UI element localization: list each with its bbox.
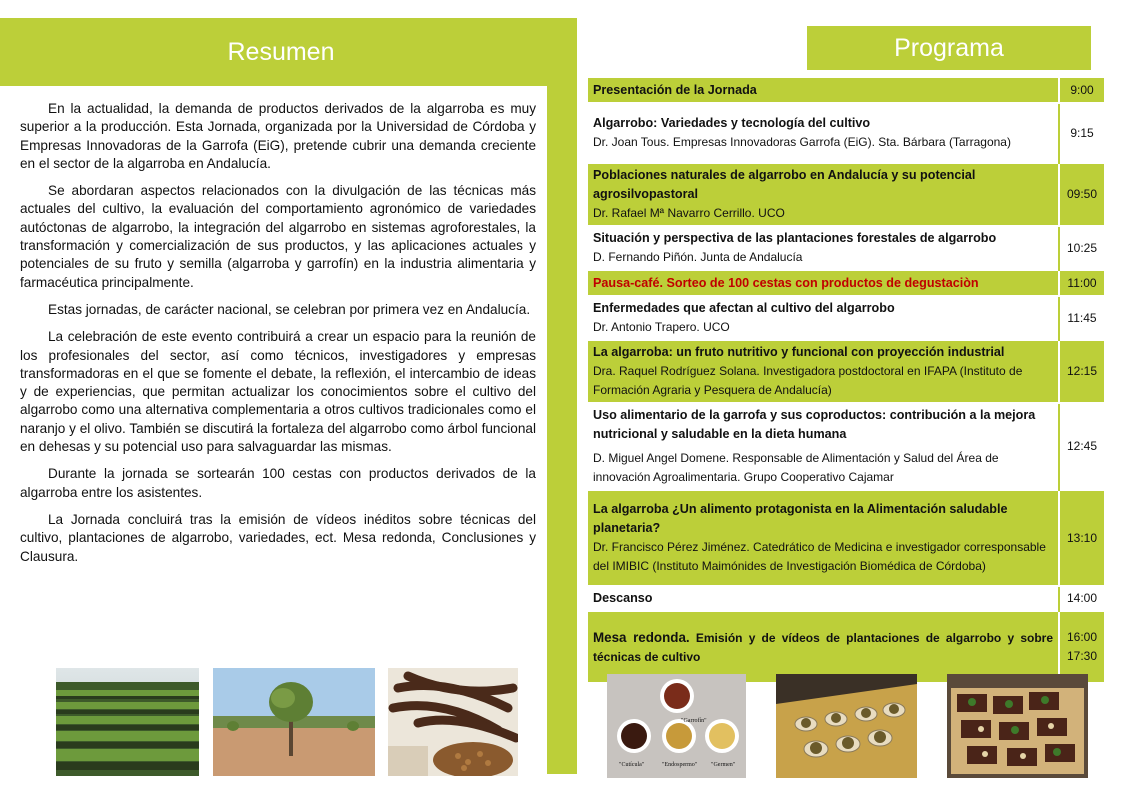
session-title: Algarrobo: Variedades y tecnología del cultivo: [593, 116, 871, 130]
programa-title: Programa: [807, 26, 1091, 70]
session-title: Presentación de la Jornada: [593, 82, 757, 97]
session-title: Mesa redonda.: [593, 629, 690, 645]
session-time: 11:45: [1059, 296, 1105, 340]
photo-seedling-nursery: [56, 668, 199, 776]
label-germen: "Germen": [711, 762, 736, 768]
program-row: [587, 296, 1105, 340]
session-time: 09:50: [1059, 163, 1105, 226]
program-row: [587, 103, 1105, 163]
session-time: 17:30: [1066, 649, 1098, 663]
photo-carob-components: [607, 674, 746, 778]
resumen-paragraph: Durante la jornada se sortearán 100 cestas con productos derivados de la algarroba entre los asistentes.: [20, 466, 536, 500]
resumen-paragraph: La Jornada concluirá tras la emisión de vídeos inéditos sobre técnicas del cultivo, plantaciones de algarrobo, variedades, ect. Mesa redonda, Conclusiones y Clausura.: [20, 511, 536, 564]
session-title: Poblaciones naturales de algarrobo en Andalucía y su potencial agrosilvopastoral: [593, 168, 976, 201]
photo-carob-pods-seeds: [388, 668, 518, 776]
resumen-title: Resumen: [227, 37, 335, 66]
session-speaker: D. Miguel Angel Domene. Responsable de Alimentación y Salud del Área de innovación Agroalimentaria. Grupo Cooperativo Cajamar: [593, 451, 999, 484]
session-speaker: Dra. Raquel Rodríguez Solana. Investigadora postdoctoral en IFAPA (Instituto de Formación Agraria y Pesquera de Andalucía): [593, 364, 1023, 397]
session-time: 12:45: [1059, 403, 1105, 490]
session-speaker: Dr. Antonio Trapero. UCO: [593, 320, 730, 334]
photo-tasting-cups: [776, 674, 917, 778]
session-speaker: D. Fernando Piñón. Junta de Andalucía: [593, 250, 803, 264]
session-speaker: Dr. Francisco Pérez Jiménez. Catedrático de Medicina e investigador corresponsable del IMIBIC (Instituto Maimónides de Investigación Biomédica de Córdoba): [593, 540, 1046, 573]
session-title-rest: Emisión y de vídeos de plantaciones de algarrobo y sobre técnicas de cultivo: [593, 630, 1053, 664]
session-speaker: Dr. Joan Tous. Empresas Innovadoras Garrofa (EiG). Sta. Bárbara (Tarragona): [593, 135, 1011, 149]
program-row: [587, 611, 1105, 683]
label-endospermo: "Endospermo": [662, 762, 698, 768]
program-row: [587, 340, 1105, 403]
session-time: 12:15: [1059, 340, 1105, 403]
session-title: Descanso: [593, 591, 653, 605]
session-title: Uso alimentario de la garrofa y sus coproductos: contribución a la mejora nutricional y saludable en la dieta humana: [593, 408, 1036, 441]
label-garrofin: "Garrofín": [681, 718, 707, 724]
label-cuticula: "Cutícula": [619, 762, 645, 768]
session-time: 14:00: [1059, 586, 1105, 611]
session-time: 9:15: [1059, 103, 1105, 163]
program-row: [587, 163, 1105, 226]
resumen-paragraph: En la actualidad, la demanda de productos derivados de la algarroba es muy superior a la producción. Esta Jornada, organizada por la Universidad de Córdoba y Empresas Innovadoras de la Garrofa (EiG), pretende cubrir una demanda creciente en el sector de la algarroba en Andalucía.: [20, 101, 536, 171]
program-row: [587, 77, 1105, 103]
session-time: 11:00: [1059, 270, 1105, 296]
program-row: [587, 490, 1105, 586]
session-time: 10:25: [1059, 226, 1105, 270]
program-row: [587, 270, 1105, 296]
session-title: Situación y perspectiva de las plantaciones forestales de algarrobo: [593, 231, 997, 245]
session-speaker: Dr. Rafael Mª Navarro Cerrillo. UCO: [593, 206, 785, 220]
session-title: Enfermedades que afectan al cultivo del algarrobo: [593, 301, 895, 315]
session-title: La algarroba ¿Un alimento protagonista en la Alimentación saludable planetaria?: [593, 502, 1008, 535]
program-row: [587, 226, 1105, 270]
session-time: 9:00: [1059, 77, 1105, 103]
resumen-text: [20, 100, 536, 575]
programa-table: [586, 76, 1106, 684]
resumen-paragraph: Se abordaran aspectos relacionados con la divulgación de las técnicas más actuales del cultivo, la evaluación del comportamiento agronómico de variedades autóctonas de algarrobo, la integración del algarrobo en sistemas agroforestales, la transformación y comercialización de sus productos, y las aplicaciones actuales y potenciales de su fruto y semilla (algarroba y garrofín) en la industria alimentaria y farmacéutica principalmente.: [20, 183, 536, 290]
program-row: [587, 403, 1105, 490]
session-title: La algarroba: un fruto nutritivo y funcional con proyección industrial: [593, 345, 1005, 359]
resumen-paragraph: Estas jornadas, de carácter nacional, se celebran por primera vez en Andalucía.: [48, 301, 531, 317]
resumen-paragraph: La celebración de este evento contribuirá a crear un espacio para la reunión de los profesionales del sector, así como técnicos, investigadores y empresas transformadoras en el que se fomente el debate, la reflexión, el intercambio de ideas y de experiencias, que permitan actualizar los conocimientos sobre el cultivo del algarrobo como una alternativa complementaria a otros cultivos tradicionales como el naranjo y el olivo. También se discutirá la fortaleza del algarrobo como árbol funcional en dehesas y su potencial uso para salvaguardar las mismas.: [20, 329, 536, 455]
session-title: Pausa-café. Sorteo de 100 cestas con productos de degustaciòn: [593, 275, 979, 290]
program-row: [587, 586, 1105, 611]
photo-carob-tree-field: [213, 668, 375, 776]
session-time: 13:10: [1059, 490, 1105, 586]
photo-tapas-tray: [947, 674, 1088, 778]
session-time: 16:00: [1066, 630, 1098, 644]
